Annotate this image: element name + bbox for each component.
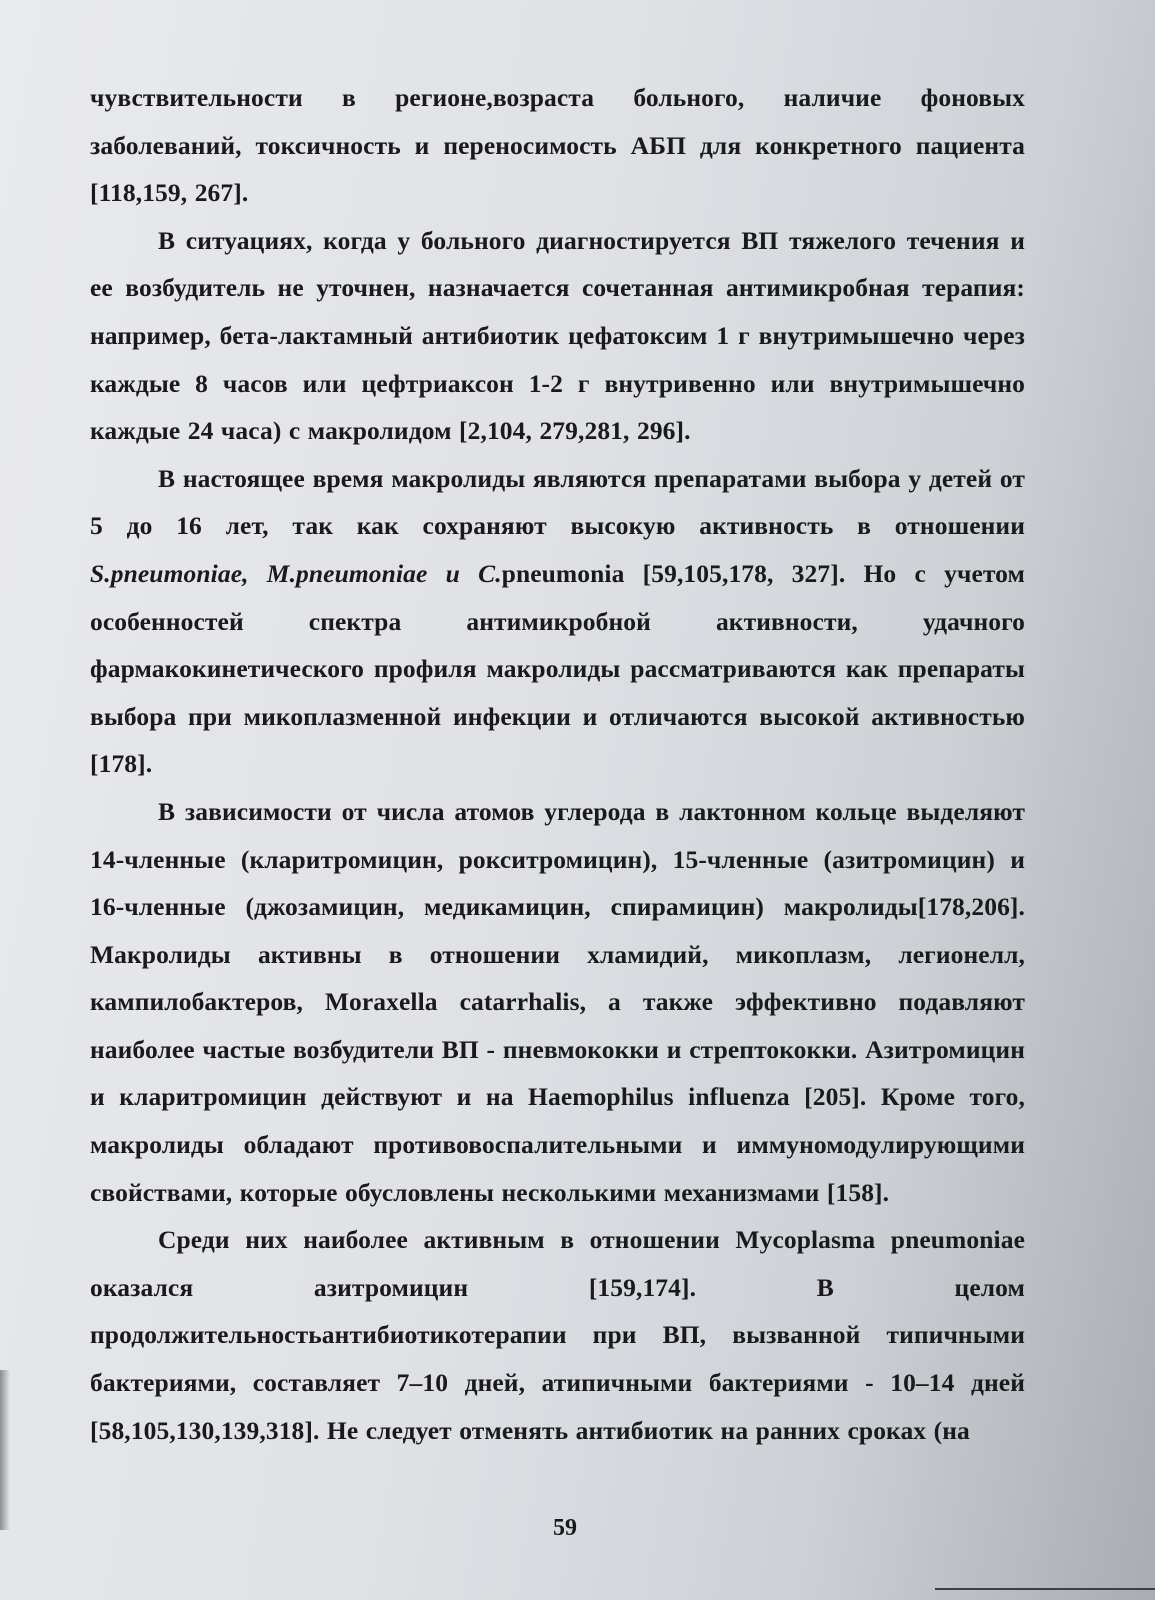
paragraph-5-text: Среди них наиболее активным в отношении Mycoplasma pneumoniae оказался азитромицин [159,174]. В целом продолжительностьантибиотикотерапии при ВП, вызванной типичными бактериями, составляет 7–10 дней, атипичными бактериями - 10–14 дней [58,105,130,139,318]. Не следует отменять антибиотик на ранних сроках (на bbox=[90, 1225, 1025, 1445]
paragraph-4-text: В зависимости от числа атомов углерода в лактонном кольце выделяют 14-членные (кларитромицин, рокситромицин), 15-членные (азитромицин) и 16-членные (джозамицин, медикамицин, спирамицин) макролиды[178,206]. Макролиды активны в отношении хламидий, микоплазм, легионелл, кампилобактеров, Moraxella catarrhalis, а также эффективно подавляют наиболее частые возбудители ВП - пневмококки и стрептококки. Азитромицин и кларитромицин действуют и на Haemophilus influenza [205]. Кроме того, макролиды обладают противовоспалительными и иммуномодулирующими свойствами, которые обусловлены несколькими механизмами [158]. bbox=[90, 796, 1025, 1207]
document-body bbox=[90, 74, 1025, 1454]
paragraph-2-text: В ситуациях, когда у больного диагностируется ВП тяжелого течения и ее возбудитель не уточнен, назначается сочетанная антимикробная терапия: например, бета-лактамный антибиотик цефатоксим 1 г внутримышечно через каждые 8 часов или цефтриаксон 1-2 г внутривенно или внутримышечно каждые 24 часа) с макролидом [2,104, 279,281, 296]. bbox=[90, 225, 1025, 446]
paragraph-1-text: чувствительности в регионе,возраста больного, наличие фоновых заболеваний, токсичность и переносимость АБП для конкретного пациента [118,159, 267]. bbox=[90, 83, 1025, 208]
paragraph-3-text-a: В настоящее время макролиды являются препаратами выбора у детей от 5 до 16 лет, так как сохраняют высокую активность в отношении bbox=[90, 463, 1025, 541]
paragraph-3-text-b: pneumonia [59,105,178, 327]. Но с учетом особенностей спектра антимикробной активности, удачного фармакокинетического профиля макролиды рассматриваются как препараты выбора при микоплазменной инфекции и отличаются высокой активностью [178]. bbox=[90, 558, 1025, 779]
paragraph-4 bbox=[90, 788, 1025, 1216]
paragraph-3 bbox=[90, 455, 1025, 788]
paragraph-5 bbox=[90, 1216, 1025, 1454]
paragraph-2 bbox=[90, 217, 1025, 455]
paragraph-3-species-names: S.pneumoniae, M.pneumoniae и C. bbox=[90, 558, 502, 588]
paragraph-1 bbox=[90, 74, 1025, 217]
scan-bottom-rule bbox=[935, 1588, 1155, 1590]
scan-edge-shadow bbox=[0, 1370, 10, 1530]
page-number: 59 bbox=[553, 1515, 577, 1541]
